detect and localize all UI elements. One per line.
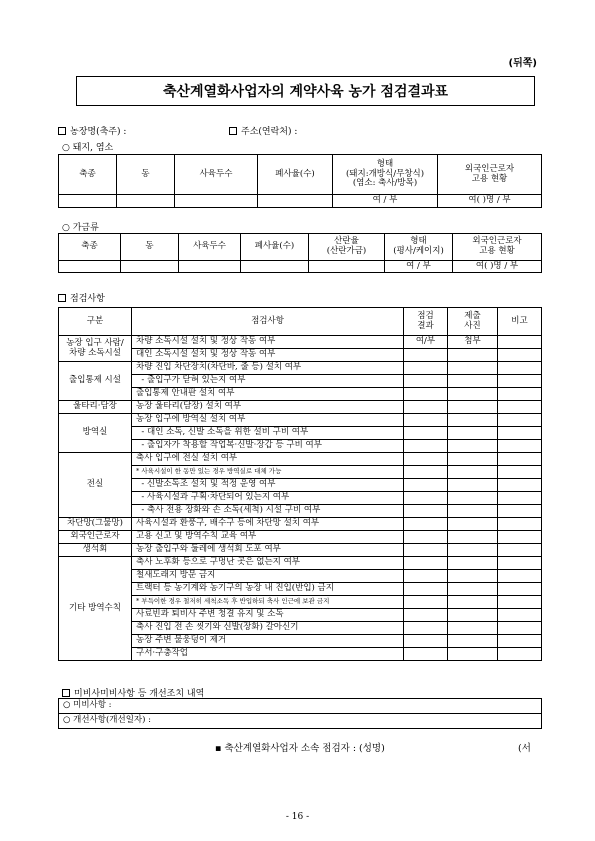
inspection-header-cell: 구분 [59,308,132,336]
inspection-photo-cell[interactable]: 첨부 [448,336,498,349]
inspection-photo-cell[interactable] [448,583,498,596]
inspection-row [59,635,542,648]
inspection-row [59,440,542,453]
inspection-note-cell[interactable] [498,362,542,375]
inspection-note-cell[interactable] [498,388,542,401]
inspection-category: 기타 방역수칙 [59,557,132,661]
inspection-note-cell[interactable] [498,622,542,635]
inspection-table [58,307,542,661]
pig-value-cell[interactable] [117,195,175,208]
inspection-photo-cell[interactable] [448,388,498,401]
pig-header-cell: 외국인근로자 고용 현황 [438,155,542,195]
poultry-value-cell[interactable]: 여( )명 / 부 [453,261,542,273]
inspection-item: - 대인 소독, 신발 소독을 위한 설비 구비 여부 [132,427,404,440]
inspection-row [59,388,542,401]
inspection-row [59,570,542,583]
inspection-note-cell[interactable] [498,401,542,414]
inspection-row [59,414,542,427]
inspection-result-cell[interactable] [404,440,448,453]
inspection-photo-cell[interactable] [448,453,498,466]
inspection-photo-cell[interactable] [448,648,498,661]
farm-name-label: 농장명(축주) : [70,127,127,137]
inspection-photo-cell[interactable] [448,544,498,557]
inspection-row [59,648,542,661]
inspection-header-cell: 점검 결과 [404,308,448,336]
inspection-photo-cell[interactable] [448,401,498,414]
inspection-note-cell[interactable] [498,492,542,505]
inspection-photo-cell[interactable] [448,609,498,622]
inspection-photo-cell[interactable] [448,518,498,531]
back-side-label: (뒤쪽) [508,58,537,69]
inspection-result-cell[interactable] [404,492,448,505]
inspection-row [59,349,542,362]
inspection-row [59,609,542,622]
inspection-result-cell[interactable] [404,583,448,596]
inspection-photo-cell[interactable] [448,349,498,362]
inspection-row [59,557,542,570]
inspection-row [59,375,542,388]
inspection-row [59,362,542,375]
poultry-value-cell[interactable]: 여 / 부 [385,261,453,273]
inspection-item: - 축사 전용 장화와 손 소독(세척) 시설 구비 여부 [132,505,404,518]
inspection-category: 생석회 [59,544,132,557]
inspection-item: - 출입자가 착용할 작업복·신발·장갑 등 구비 여부 [132,440,404,453]
inspection-note-cell[interactable] [498,648,542,661]
inspection-category: 울타리·담장 [59,401,132,414]
inspection-photo-cell[interactable] [448,505,498,518]
inspection-result-cell[interactable] [404,596,448,609]
inspection-item: - 신발소독조 설치 및 적정 운영 여부 [132,479,404,492]
inspection-item: * 사육시설이 한 동만 있는 경우 방역실로 대체 가능 [132,466,404,479]
pig-value-cell[interactable] [59,195,117,208]
inspection-result-cell[interactable] [404,427,448,440]
inspection-note-cell[interactable] [498,531,542,544]
inspection-note-cell[interactable] [498,635,542,648]
inspection-category: 방역실 [59,414,132,453]
poultry-table [58,233,542,273]
poultry-header-cell: 산란율 (산란가금) [309,234,385,261]
inspection-result-cell[interactable] [404,349,448,362]
inspection-photo-cell[interactable] [448,635,498,648]
inspection-header-cell: 점검사항 [132,308,404,336]
improvement-table [58,698,542,729]
inspection-category: 출입통제 시설 [59,362,132,401]
inspection-note-cell[interactable] [498,609,542,622]
poultry-header-cell: 동 [121,234,179,261]
poultry-header-cell: 외국인근로자 고용 현황 [453,234,542,261]
inspection-result-cell[interactable] [404,531,448,544]
inspection-photo-cell[interactable] [448,440,498,453]
inspection-note-cell[interactable] [498,414,542,427]
inspection-row [59,622,542,635]
inspection-result-cell[interactable] [404,635,448,648]
inspection-note-cell[interactable] [498,544,542,557]
inspection-item: 농장 출입구와 둘레에 생석회 도포 여부 [132,544,404,557]
inspection-header-cell: 제출 사진 [448,308,498,336]
inspection-photo-cell[interactable] [448,479,498,492]
inspection-photo-cell[interactable] [448,427,498,440]
pig-header-cell: 동 [117,155,175,195]
pig-header-cell: 폐사율(수) [258,155,333,195]
inspection-item: 구서·구충작업 [132,648,404,661]
inspection-row [59,596,542,609]
inspection-photo-cell[interactable] [448,622,498,635]
inspection-item: 농장 입구에 방역실 설치 여부 [132,414,404,427]
pig-header-cell: 축종 [59,155,117,195]
inspection-note-cell[interactable] [498,349,542,362]
address-field [229,124,297,137]
inspection-category: 전실 [59,453,132,518]
inspection-result-cell[interactable] [404,453,448,466]
inspection-header-cell: 비고 [498,308,542,336]
inspection-note-cell[interactable] [498,479,542,492]
pig-header-cell: 형태 (돼지:개방식/무창식) (염소: 축사/방목) [333,155,438,195]
inspection-row [59,544,542,557]
inspection-result-cell[interactable] [404,414,448,427]
inspection-note-cell[interactable] [498,440,542,453]
checkbox-icon [58,127,66,135]
inspection-result-cell[interactable] [404,362,448,375]
poultry-section-label: ○ 가금류 [62,223,99,233]
pig-value-cell[interactable]: 여 / 부 [333,195,438,208]
inspection-result-cell[interactable] [404,609,448,622]
inspection-result-cell[interactable] [404,505,448,518]
inspection-result-cell[interactable] [404,622,448,635]
inspection-row [59,479,542,492]
checkbox-icon [58,294,66,302]
inspection-note-cell[interactable] [498,375,542,388]
inspection-note-cell[interactable] [498,596,542,609]
inspection-category: 농장 입구 사람/ 차량 소독시설 [59,336,132,362]
inspection-photo-cell[interactable] [448,362,498,375]
inspection-item: 축사 입구에 전실 설치 여부 [132,453,404,466]
pig-header-cell: 사육두수 [175,155,258,195]
inspection-item: - 사육시설과 구획·차단되어 있는지 여부 [132,492,404,505]
inspector-signature-line: ▪ 축산계열화사업자 소속 점검자 : (성명) [215,743,385,754]
inspection-result-cell[interactable] [404,388,448,401]
inspection-row [59,492,542,505]
improvement-label-text: 미비사미비사항 등 개선조치 내역 [74,689,205,699]
poultry-header-cell: 폐사율(수) [241,234,309,261]
inspection-result-cell[interactable] [404,518,448,531]
inspection-item: 농장 울타리(담장) 설치 여부 [132,401,404,414]
inspection-item: 축사 진입 전 손 씻기와 신발(장화) 갈아신기 [132,622,404,635]
checkbox-icon [229,127,237,135]
inspection-row [59,518,542,531]
inspection-section-label [58,291,105,304]
inspection-label-text: 점검사항 [70,294,105,304]
page-number: - 16 - [285,812,310,822]
inspection-photo-cell[interactable] [448,492,498,505]
inspection-note-cell[interactable] [498,557,542,570]
inspection-row [59,583,542,596]
pig-table [58,154,542,208]
inspection-photo-cell[interactable] [448,466,498,479]
inspection-row [59,466,542,479]
inspection-photo-cell[interactable] [448,596,498,609]
inspection-photo-cell[interactable] [448,557,498,570]
inspection-item: 축사 노후화 등으로 구멍난 곳은 없는지 여부 [132,557,404,570]
inspection-result-cell[interactable] [404,375,448,388]
inspection-item: 차량 진입 차단장치(차단바, 줄 등) 설치 여부 [132,362,404,375]
poultry-value-cell[interactable] [59,261,121,273]
inspection-item: - 출입구가 닫혀 있는지 여부 [132,375,404,388]
inspection-note-cell[interactable] [498,518,542,531]
inspection-photo-cell[interactable] [448,375,498,388]
inspection-row [59,427,542,440]
inspection-result-cell[interactable] [404,570,448,583]
checkbox-icon [62,689,70,697]
inspection-item: 농장 주변 물웅덩이 제거 [132,635,404,648]
inspection-row [59,336,542,349]
inspection-row [59,531,542,544]
poultry-header-cell: 형태 (평사/케이지) [385,234,453,261]
poultry-value-cell[interactable] [179,261,241,273]
inspection-result-cell[interactable] [404,466,448,479]
inspection-row [59,401,542,414]
inspection-note-cell[interactable] [498,570,542,583]
inspection-photo-cell[interactable] [448,531,498,544]
address-label: 주소(연락처) : [241,127,298,137]
farm-name-field [58,124,126,137]
poultry-value-cell[interactable] [309,261,385,273]
poultry-value-cell[interactable] [121,261,179,273]
inspection-result-cell[interactable] [404,401,448,414]
inspection-item: 사료빈과 퇴비사 주변 청결 유지 및 소독 [132,609,404,622]
inspection-note-cell[interactable] [498,505,542,518]
inspection-result-cell[interactable]: 여/부 [404,336,448,349]
inspection-item: 사육시설과 환풍구, 배수구 등에 차단망 설치 여부 [132,518,404,531]
pig-value-cell[interactable] [175,195,258,208]
poultry-header-cell: 사육두수 [179,234,241,261]
poultry-value-cell[interactable] [241,261,309,273]
inspection-photo-cell[interactable] [448,570,498,583]
inspection-note-cell[interactable] [498,453,542,466]
action-taken-field[interactable]: ○ 개선사항(개선일자) : [59,714,542,729]
poultry-header-cell: 축종 [59,234,121,261]
document-title [76,76,535,106]
inspection-row [59,505,542,518]
signature-seal-mark: (서 [518,743,531,754]
inspection-item: * 부득이한 경우 철저히 세척소독 후 반입하되 축사 인근에 보관 금지 [132,596,404,609]
pig-section-label: ○ 돼지, 염소 [62,143,114,153]
pig-value-cell[interactable] [258,195,333,208]
inspection-note-cell[interactable] [498,583,542,596]
inspection-note-cell[interactable] [498,427,542,440]
inspection-item: 트랙터 등 농기계와 농기구의 농장 내 진입(반입) 금지 [132,583,404,596]
inspection-result-cell[interactable] [404,479,448,492]
inspection-item: 고용 신고 및 방역수칙 교육 여부 [132,531,404,544]
inspection-note-cell[interactable] [498,336,542,349]
unmet-items-field[interactable]: ○ 미비사항 : [59,699,542,714]
inspection-row [59,453,542,466]
pig-value-cell[interactable]: 여( )명 / 부 [438,195,542,208]
inspection-item: 철새도래지 방문 금지 [132,570,404,583]
inspection-result-cell[interactable] [404,544,448,557]
inspection-result-cell[interactable] [404,557,448,570]
inspection-note-cell[interactable] [498,466,542,479]
inspection-category: 차단망(그물망) [59,518,132,531]
title-text: 축산계열화사업자의 계약사육 농가 점검결과표 [162,84,449,100]
inspection-item: 대인 소독시설 설치 및 정상 작동 여부 [132,349,404,362]
inspection-photo-cell[interactable] [448,414,498,427]
inspection-item: 출입통제 안내판 설치 여부 [132,388,404,401]
inspection-item: 차량 소독시설 설치 및 정상 작동 여부 [132,336,404,349]
inspection-result-cell[interactable] [404,648,448,661]
inspection-category: 외국인근로자 [59,531,132,544]
